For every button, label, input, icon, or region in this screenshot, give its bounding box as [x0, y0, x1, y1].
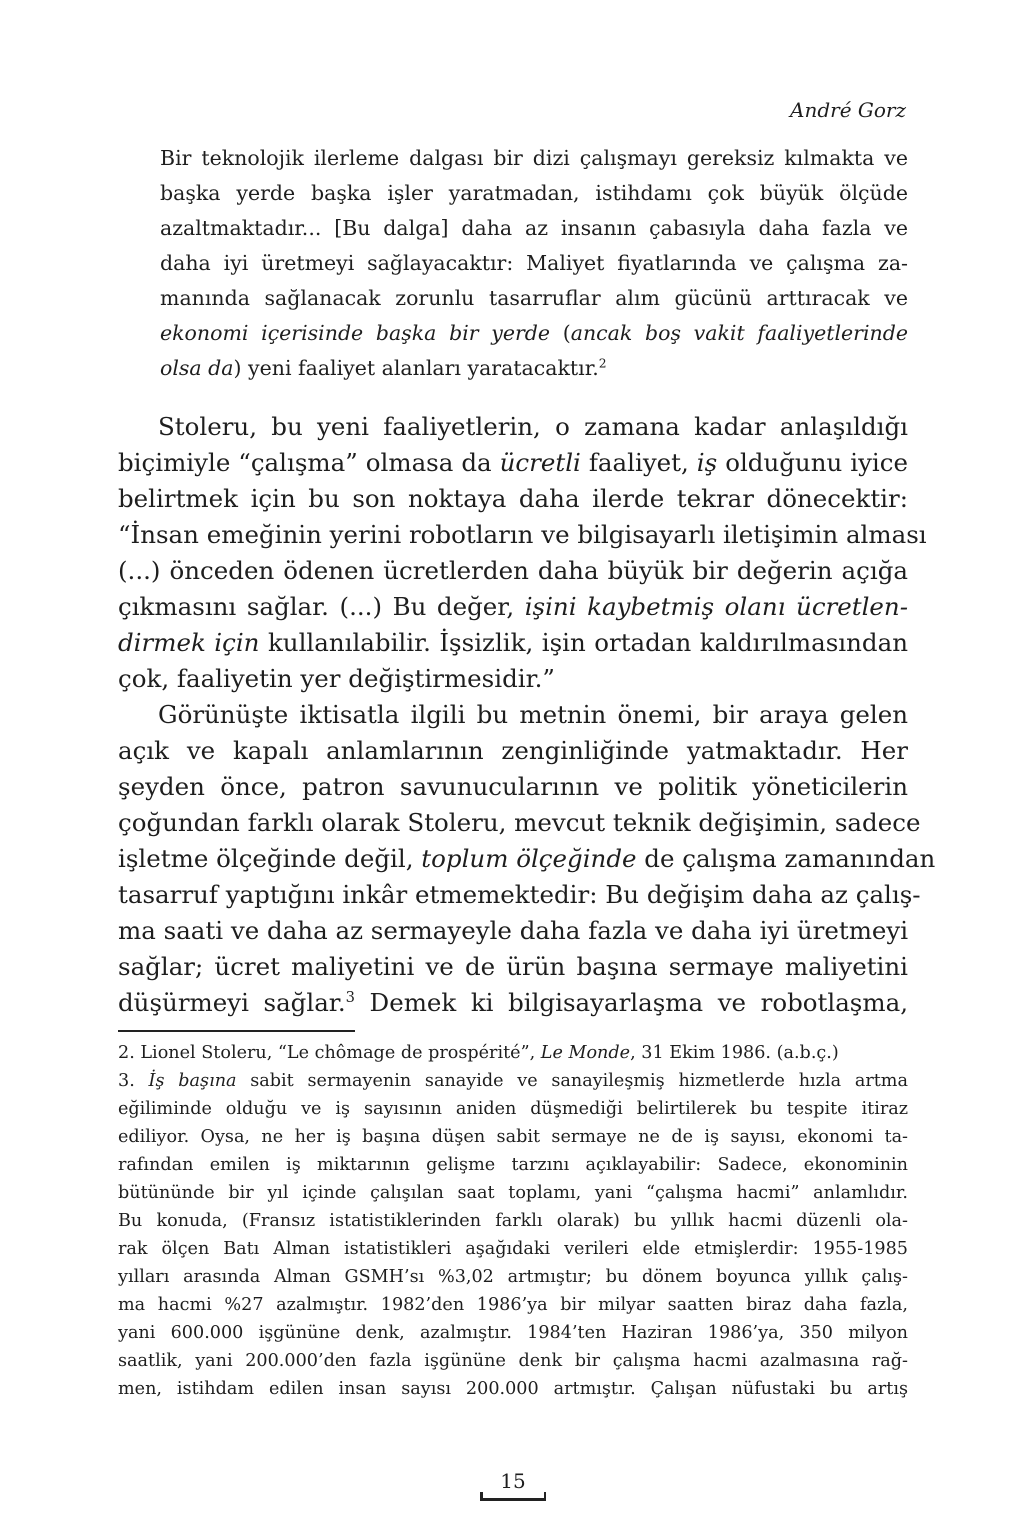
- body-line: [118, 445, 908, 481]
- body-text-run: kullanılabilir. İşsizlik, işin ortadan kaldırılmasından: [259, 628, 908, 657]
- body-line: açık ve kapalı anlamlarının zenginliğinde yatmaktadır. Her: [118, 736, 908, 765]
- footnote-text: , 31 Ekim 1986. (a.b.ç.): [630, 1043, 839, 1063]
- body-line: (...) önceden ödenen ücretlerden daha büyük bir değerin açığa: [118, 556, 908, 585]
- body-italic: ücretli: [499, 448, 581, 477]
- footnote-3-line: rak ölçen Batı Alman istatistikleri aşağıdaki verileri elde etmişlerdir: 1955-1985: [118, 1239, 908, 1259]
- page-number-tick-left: [480, 1492, 483, 1500]
- quote-italic: ekonomi içerisinde başka bir yerde: [160, 321, 551, 345]
- quote-italic: ancak boş vakit faaliyetlerinde: [570, 321, 908, 345]
- footnote-3-line: ediliyor. Oysa, ne her iş başına düşen sabit sermaye ne de iş sayısı, ekonomi ta-: [118, 1127, 908, 1147]
- footnote-3-line: ma hacmi %27 azalmıştır. 1982’den 1986’ya bir milyar saatten biraz daha fazla,: [118, 1295, 908, 1315]
- footnote-3-line: yani 600.000 işgününe denk, azalmıştır. 1984’ten Haziran 1986’ya, 350 milyon: [118, 1323, 908, 1343]
- body-line: şeyden önce, patron savunucularının ve politik yöneticilerin: [118, 772, 908, 801]
- body-line: [118, 625, 908, 661]
- running-header-author: André Gorz: [790, 98, 906, 122]
- body-text-run: faaliyet,: [580, 448, 697, 477]
- footnote-3-line: Bu konuda, (Fransız istatistiklerinden farklı olarak) bu yıllık hacmi düzenli ola-: [118, 1211, 908, 1231]
- body-italic: toplum ölçeğinde: [421, 844, 637, 873]
- body-line: belirtmek için bu son noktaya daha ilerde tekrar dönecektir:: [118, 484, 908, 513]
- body-italic: işini kaybetmiş olanı ücretlen-: [524, 592, 908, 621]
- footnote-3-line: eğiliminde olduğu ve iş sayısının aniden düşmediği belirtilerek bu tespite itiraz: [118, 1099, 908, 1119]
- body-line: sağlar; ücret maliyetini ve de ürün başına sermaye maliyetini: [118, 952, 908, 981]
- footnote-3-line: saatlik, yani 200.000’den fazla işgününe denk bir çalışma hacmi azalmasına rağ-: [118, 1351, 908, 1371]
- footnote-separator: [118, 1030, 355, 1032]
- footnote-2: [118, 1041, 908, 1065]
- footnote-reference: 2: [598, 356, 607, 371]
- quote-text: ) yeni faaliyet alanları yaratacaktır.: [233, 356, 599, 380]
- body-line: [118, 841, 936, 877]
- footnote-text: sabit sermayenin sanayide ve sanayileşmiş hizmetlerde hızla artma: [236, 1071, 908, 1091]
- body-text-run: biçimiyle “çalışma” olmasa da: [118, 448, 500, 477]
- footnote-text: 2. Lionel Stoleru, “Le chômage de prospérité”,: [118, 1043, 541, 1063]
- footnote-3-line: yılları arasında Alman GSMH’sı %3,02 artmıştır; bu dönem boyunca yıllık çalış-: [118, 1267, 908, 1287]
- page-number-underline: [480, 1498, 546, 1501]
- body-line: “İnsan emeğinin yerini robotların ve bilgisayarlı iletişimin alması: [118, 520, 927, 549]
- quote-line: Bir teknolojik ilerleme dalgası bir dizi çalışmayı gereksiz kılmakta ve: [160, 146, 908, 170]
- page-number-text: 15: [500, 1469, 526, 1493]
- body-line: Stoleru, bu yeni faaliyetlerin, o zamana kadar anlaşıldığı: [158, 412, 908, 441]
- body-line: Görünüşte iktisatla ilgili bu metnin önemi, bir araya gelen: [158, 700, 908, 729]
- footnote-3-line: [118, 1069, 908, 1093]
- quote-text: (: [550, 321, 571, 345]
- body-line: [118, 985, 908, 1021]
- body-text-run: çıkmasını sağlar. (...) Bu değer,: [118, 592, 525, 621]
- body-text-run: Demek ki bilgisayarlaşma ve robotlaşma,: [354, 988, 908, 1017]
- quote-line: manında sağlanacak zorunlu tasarruflar alım gücünü arttıracak ve: [160, 286, 908, 310]
- page-number-tick-right: [544, 1492, 547, 1500]
- footnote-3-line: bütününde bir yıl içinde çalışılan saat toplamı, yani “çalışma hacmi” anlamlıdır.: [118, 1183, 908, 1203]
- footnote-3-line: men, istihdam edilen insan sayısı 200.000 artmıştır. Çalışan nüfustaki bu artış: [118, 1379, 908, 1399]
- body-line: çok, faaliyetin yer değiştirmesidir.”: [118, 664, 555, 693]
- body-line: çoğundan farklı olarak Stoleru, mevcut teknik değişimin, sadece: [118, 808, 921, 837]
- footnote-text: 3.: [118, 1071, 149, 1091]
- footnote-italic: İş başına: [148, 1071, 237, 1091]
- body-text-run: işletme ölçeğinde değil,: [118, 844, 422, 873]
- body-italic: iş: [696, 448, 718, 477]
- page-number: [480, 1469, 546, 1499]
- quote-line: daha iyi üretmeyi sağlayacaktır: Maliyet fiyatlarında ve çalışma za-: [160, 251, 908, 275]
- footnote-italic: Le Monde: [540, 1043, 631, 1063]
- body-italic: dirmek için: [118, 628, 260, 657]
- body-line: [118, 589, 908, 625]
- quote-line: başka yerde başka işler yaratmadan, istihdamı çok büyük ölçüde: [160, 181, 908, 205]
- quote-line: azaltmaktadır... [Bu dalga] daha az insanın çabasıyla daha fazla ve: [160, 216, 908, 240]
- body-text-run: de çalışma zamanından: [636, 844, 936, 873]
- footnote-3-line: rafından emilen iş miktarının gelişme tarzını açıklayabilir: Sadece, ekonominin: [118, 1155, 908, 1175]
- quote-line: [160, 354, 908, 382]
- body-text-run: düşürmeyi sağlar.: [118, 988, 346, 1017]
- quote-italic: olsa da: [160, 356, 234, 380]
- body-line: tasarruf yaptığını inkâr etmemektedir: Bu değişim daha az çalış-: [118, 880, 921, 909]
- footnote-reference: 3: [345, 989, 355, 1007]
- quote-line: [160, 319, 908, 347]
- body-line: ma saati ve daha az sermayeyle daha fazla ve daha iyi üretmeyi: [118, 916, 909, 945]
- body-text-run: olduğunu iyice: [717, 448, 908, 477]
